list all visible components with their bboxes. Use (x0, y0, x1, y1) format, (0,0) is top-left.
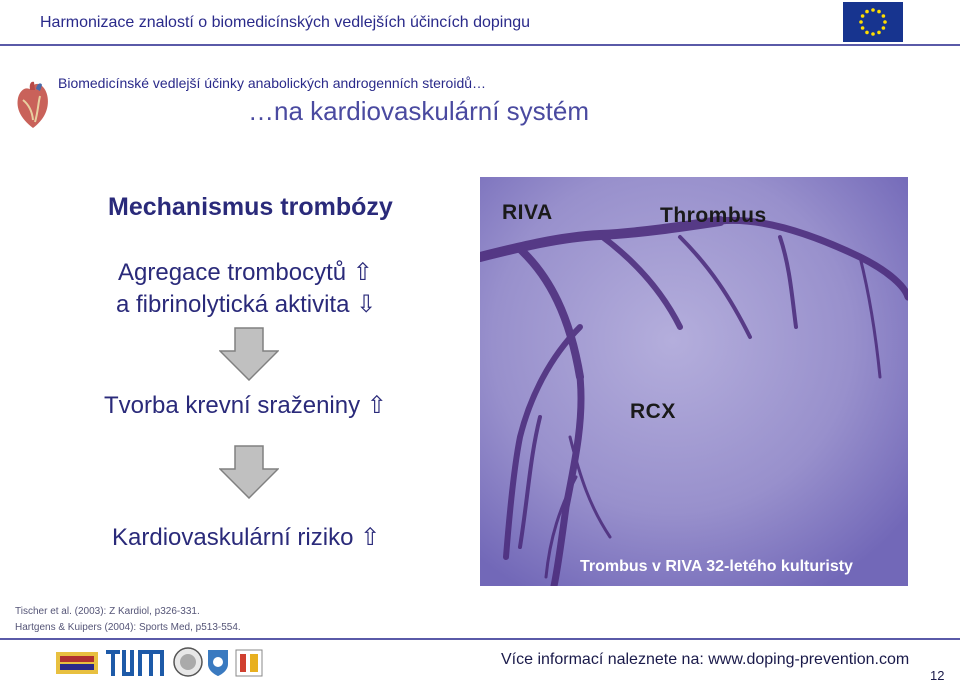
reference-tischer: Tischer et al. (2003): Z Kardiol, p326-331. (15, 606, 200, 617)
page-number: 12 (930, 668, 945, 683)
header-title: Harmonizace znalostí o biomedicínských vedlejších účincích dopingu (40, 14, 531, 31)
label-rcx: RCX (630, 400, 676, 423)
eu-flag-icon (843, 2, 903, 42)
university-crest-icon (56, 652, 98, 674)
seal-icon (174, 648, 202, 676)
fibrinolytic-activity-text: a fibrinolytická aktivita ⇩ (116, 291, 377, 318)
angiogram-vessels (480, 177, 908, 586)
down-arrow-icon (219, 327, 279, 381)
angiogram-image (480, 177, 908, 586)
header-divider (0, 44, 960, 46)
subtitle-cardiovascular: …na kardiovaskulární systém (248, 96, 590, 126)
image-caption: Trombus v RIVA 32-letého kulturisty (580, 558, 853, 575)
down-arrow-icon (219, 445, 279, 499)
clot-formation-text: Tvorba krevní sraženiny ⇧ (104, 392, 387, 419)
shield-icon (208, 650, 228, 676)
platelet-aggregation-text: Agregace trombocytů ⇧ (118, 259, 373, 286)
partner-logos (56, 646, 264, 678)
footer-website-link[interactable]: Více informací naleznete na: www.doping-prevention.com (501, 651, 910, 668)
institute-logo-icon (236, 650, 262, 676)
reference-hartgens: Hartgens & Kuipers (2004): Sports Med, p513-554. (15, 622, 241, 633)
heart-icon (14, 80, 52, 130)
label-thrombus: Thrombus (660, 204, 767, 227)
label-riva: RIVA (502, 201, 553, 224)
footer-divider (0, 638, 960, 640)
subtitle-steroids: Biomedicínské vedlejší účinky anabolických androgenních steroidů… (58, 75, 487, 91)
mechanism-heading: Mechanismus trombózy (108, 193, 393, 221)
cardiovascular-risk-text: Kardiovaskulární riziko ⇧ (112, 524, 381, 551)
tum-logo-icon (106, 650, 164, 676)
